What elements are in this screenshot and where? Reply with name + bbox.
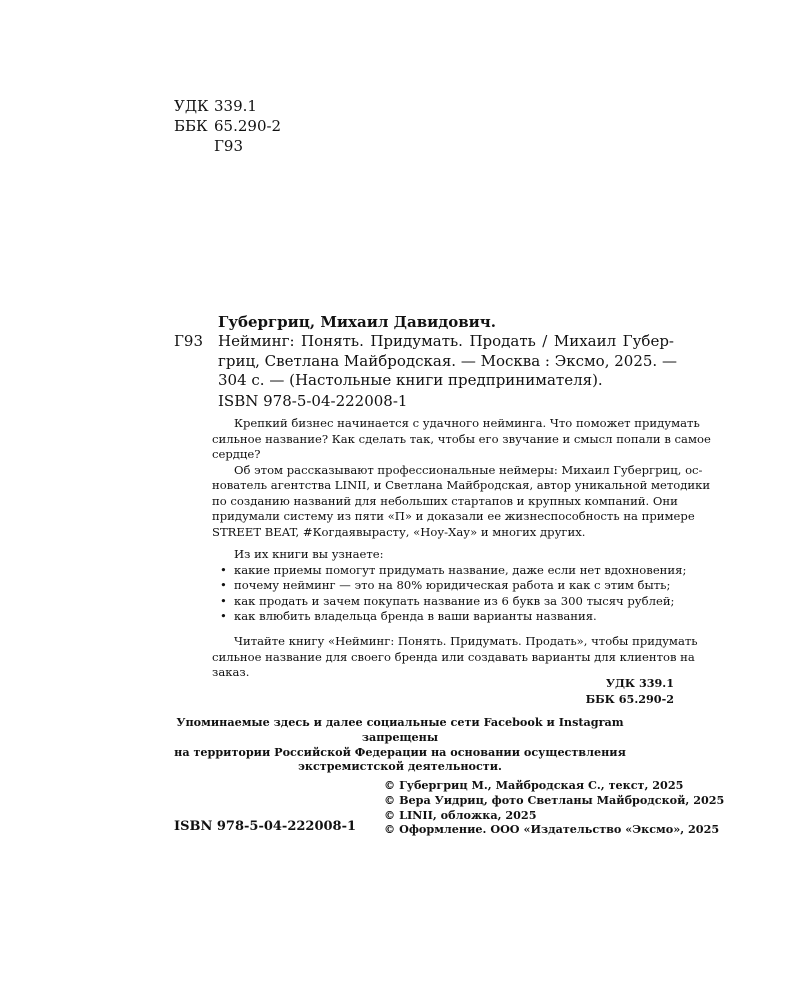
bbk-bottom: ББК 65.290-2 — [585, 691, 674, 706]
learn-heading: Из их книги вы узнаете: — [234, 547, 384, 561]
udk-bottom: УДК 339.1 — [605, 676, 674, 690]
bbk-label: ББК — [174, 117, 208, 135]
annotation-line: Крепкий бизнес начинается с удачного нейминга. Что поможет придумать — [234, 416, 700, 430]
classification-block — [174, 96, 281, 156]
udk-value: 339.1 — [214, 97, 257, 115]
udk-label: УДК — [174, 97, 209, 115]
call-to-action — [212, 634, 698, 681]
annotation-line: Об этом рассказывают профессиональные неймеры: Михаил Губергриц, ос- — [234, 462, 703, 477]
annotation-line: по созданию названий для небольших стартапов и крупных компаний. Они — [212, 493, 678, 508]
cta-line: Читайте книгу «Нейминг: Понять. Придумать. Продать», чтобы придумать — [234, 634, 698, 648]
list-item: • как влюбить владельца бренда в ваши варианты названия. — [212, 609, 674, 625]
copyright-line: © Оформление. ООО «Издательство «Эксмо», 2025 — [384, 822, 720, 837]
legal-notice — [150, 715, 650, 774]
biblio-line: гриц, Светлана Майбродская. — Москва : Эксмо, 2025. — — [218, 351, 677, 370]
learn-section — [212, 547, 687, 625]
copyright-line: © LINII, обложка, 2025 — [384, 807, 537, 822]
bibliographic-description — [218, 332, 677, 391]
cta-line: заказ. — [212, 665, 250, 679]
bbk-row — [174, 116, 281, 136]
annotation-line: STREET BEAT, #Когдаявырасту, «Ноу-Хау» и многих других. — [212, 524, 586, 539]
copyright-line: © Губергриц М., Майбродская С., текст, 2025 — [384, 778, 684, 792]
biblio-line: 304 с. — (Настольные книги предпринимателя). — [218, 371, 603, 389]
notice-line: на территории Российской Федерации на основании осуществления — [174, 744, 626, 759]
classification-bottom — [520, 676, 674, 707]
notice-line: Упоминаемые здесь и далее социальные сети Facebook и Instagram запрещены — [176, 715, 624, 744]
margin-author-sign: Г93 — [174, 332, 204, 350]
list-item: • как продать и зачем покупать название из 6 букв за 300 тысяч рублей; — [212, 594, 674, 610]
annotation-line: нователь агентства LINII, и Светлана Майбродская, автор уникальной методики — [212, 478, 711, 492]
learn-list — [212, 562, 687, 625]
biblio-line: Нейминг: Понять. Придумать. Продать / Михаил Губер- — [218, 332, 674, 350]
list-item: • почему нейминг — это на 80% юридическая работа и как с этим быть; — [212, 578, 674, 594]
isbn-bottom: ISBN 978-5-04-222008-1 — [174, 819, 357, 834]
annotation-line: сердце? — [212, 447, 261, 461]
annotation-line: придумали систему из пяти «П» и доказали ее жизнеспособность на примере — [212, 509, 695, 523]
copyright-line: © Вера Уидриц, фото Светланы Майбродской, 2025 — [384, 792, 725, 807]
bbk-value: 65.290-2 — [214, 117, 282, 135]
annotation-line: сильное название? Как сделать так, чтобы его звучание и смысл попали в самое — [212, 431, 711, 446]
udk-row — [174, 96, 281, 116]
isbn-top: ISBN 978-5-04-222008-1 — [218, 392, 408, 410]
cta-line: сильное название для своего бренда или создавать варианты для клиентов на — [212, 649, 695, 664]
author-heading: Губергриц, Михаил Давидович. — [218, 313, 496, 331]
copyright-block — [384, 778, 724, 837]
annotation — [212, 416, 711, 540]
list-item: • какие приемы помогут придумать название, даже если нет вдохновения; — [212, 563, 674, 579]
notice-line: экстремистской деятельности. — [298, 759, 502, 774]
author-sign: Г93 — [214, 137, 244, 155]
